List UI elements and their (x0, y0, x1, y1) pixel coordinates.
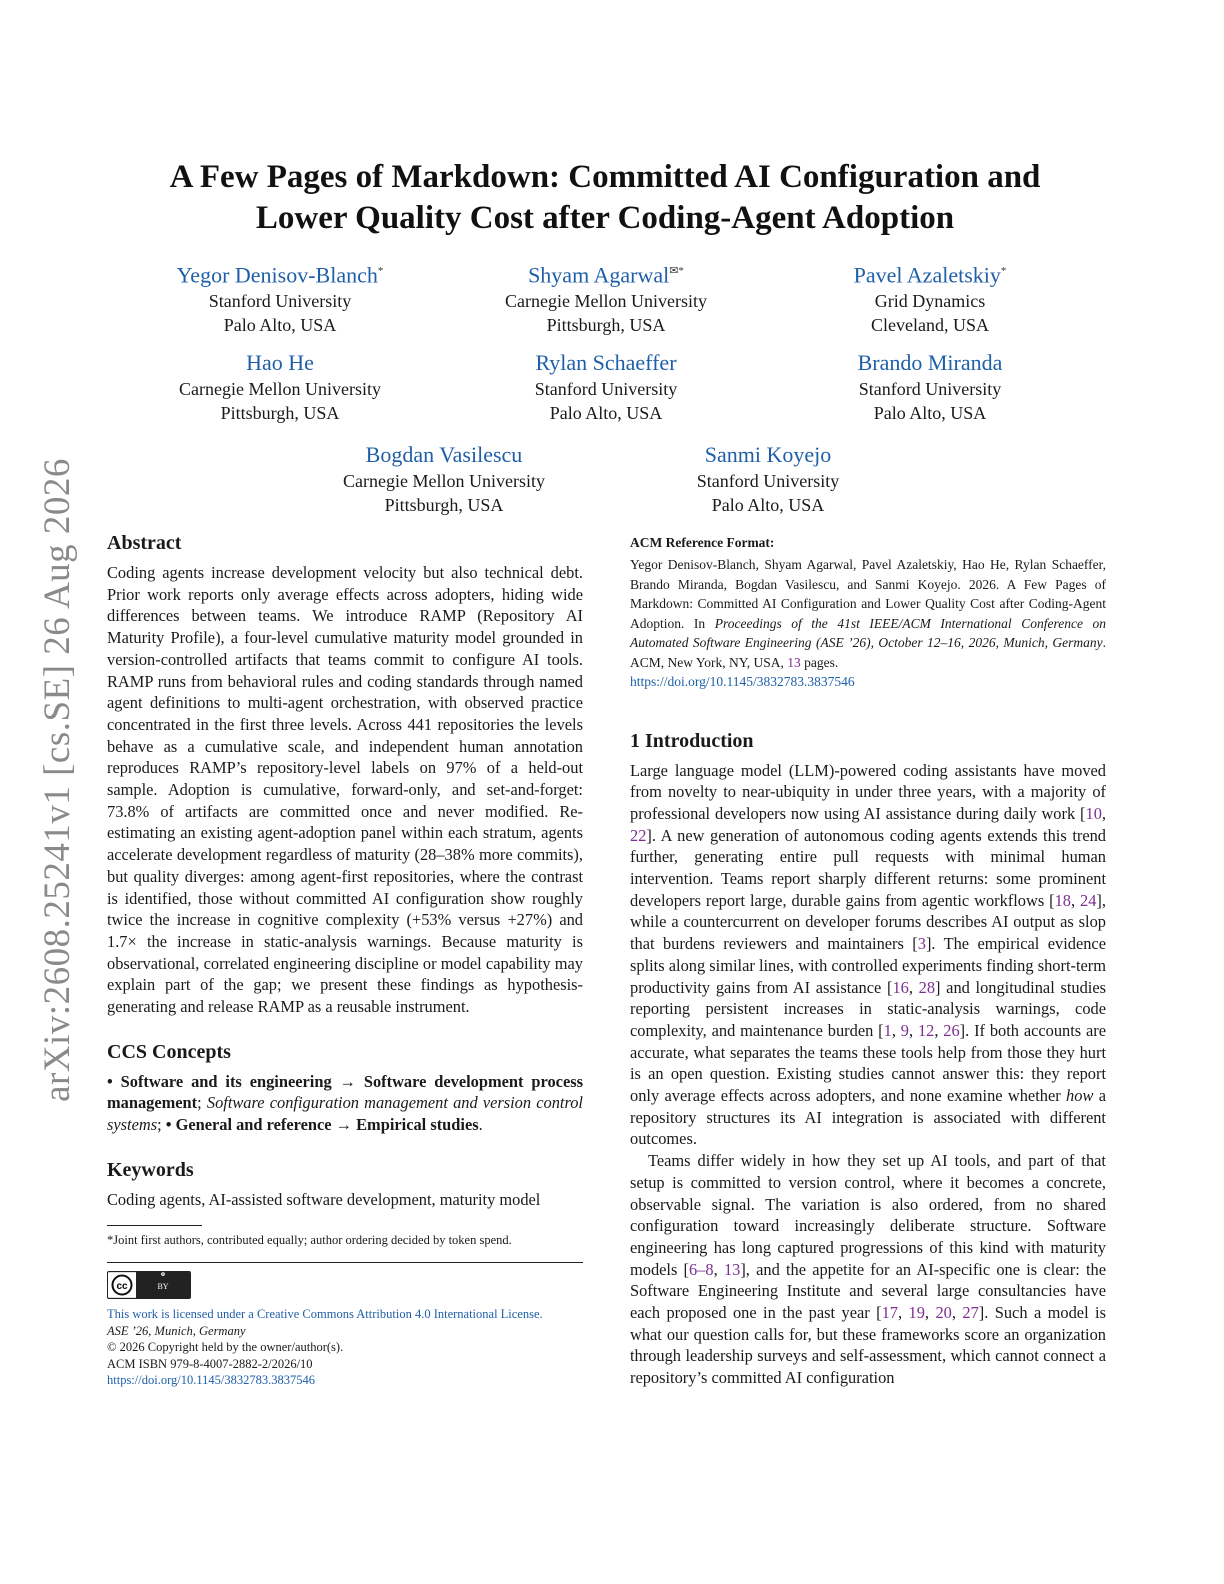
text-run: ]. The empirical evidence splits along similar lines, with controlled experiments finding short-term productivity gains from AI assistance [ (630, 934, 1106, 997)
author-name[interactable]: Rylan Schaeffer (535, 350, 677, 375)
author-block (618, 441, 918, 517)
footnote: *Joint first authors, contributed equally; author ordering decided by token spend. (107, 1232, 512, 1247)
text-run: Teams differ widely in how they set up AI tools, and part of that setup is committed to version control, where it becomes a concrete, observable signal. The variation is also ordered, from no shared configuration toward increasingly deliberate structure. Software engineering has long captured progressions of this kind with maturity models [ (630, 1151, 1106, 1279)
author-location: Palo Alto, USA (223, 315, 337, 336)
license-block (107, 1306, 583, 1389)
author-affiliation: Carnegie Mellon University (505, 291, 707, 312)
left-column (107, 530, 583, 1389)
right-column (630, 534, 1106, 1389)
citation-link[interactable]: 16 (892, 977, 909, 997)
citation-link[interactable]: 12 (917, 1020, 935, 1040)
citation-link[interactable]: 22 (630, 825, 647, 845)
introduction-paragraph-2 (630, 1150, 1106, 1389)
author-name[interactable]: Sanmi Koyejo (704, 442, 832, 467)
author-location: Pittsburgh, USA (384, 495, 504, 515)
text-run: , (898, 1303, 909, 1323)
acm-ref-publisher: . ACM, New York, NY, USA, (630, 635, 1106, 670)
author-affiliation: Grid Dynamics (874, 291, 986, 312)
citation-link[interactable]: 17 (881, 1303, 898, 1323)
author-block (780, 349, 1080, 425)
acm-ref-proceedings: Proceedings of the 41st IEEE/ACM International Conference on Automated Software Engineering (ASE ’26), October 12–16, 2026, Munich, Germany (630, 615, 1106, 650)
abstract-text: Coding agents increase development velocity but also technical debt. Prior work reports only average effects across adopters, hiding wide differences between teams. We introduce RAMP (Repository AI Maturity Profile), a four-level cumulative maturity model grounded in version-controlled artifacts that teams commit to configure AI tools. RAMP runs from behavioral rules and coding standards through named agent definitions to multi-agent orchestration, with observed practice concentrated in the first three levels. Across 441 repositories the levels behave as a cumulative scale, and independent human annotation reproduces RAMP’s repository-level labels on 97% of a held-out sample. Adoption is cumulative, forward-only, and set-and-forget: 73.8% of artifacts are committed once and never modified. Re-estimating an existing agent-adoption panel within each stratum, agents accelerate development regardless of maturity (28–38% more commits), but quality diverges: among agent-first repositories, where the contrast is identified, those without committed AI configuration show roughly twice the increase in cognitive complexity (+53% versus +27%) and 1.7× the increase in static-analysis warnings. Because maturity is observational, correlated engineering discipline or model capability may explain part of the gap; we present these findings as hypothesis-generating and release RAMP as a reusable instrument. (107, 563, 583, 1017)
acm-reference-heading: ACM Reference Format: (630, 535, 775, 550)
doi-link[interactable]: https://doi.org/10.1145/3832783.3837546 (107, 1373, 315, 1388)
text-run: , (924, 1303, 936, 1323)
citation-link[interactable]: 13 (723, 1259, 741, 1279)
author-name[interactable]: Pavel Azaletskiy (853, 262, 1001, 288)
ccs-item-2: • General and reference → Empirical studies (165, 1115, 479, 1135)
ccs-concepts (107, 1071, 583, 1136)
author-mark: * (377, 265, 384, 277)
author-location: Palo Alto, USA (549, 403, 663, 423)
author-mark: * (1000, 265, 1007, 277)
author-location: Pittsburgh, USA (546, 315, 666, 336)
acm-ref-doi-link[interactable]: https://doi.org/10.1145/3832783.3837546 (630, 674, 855, 689)
abstract-heading: Abstract (107, 532, 182, 554)
author-block (130, 257, 430, 337)
citation-link[interactable]: 27 (962, 1303, 979, 1323)
text-run: ]. Such a model is what our question calls for, but these frameworks score an organization through leadership surveys and self-assessment, which cannot connect a repository’s committed AI configuration (630, 1303, 1106, 1388)
attribution-icon (136, 1272, 190, 1298)
citation-link[interactable]: 20 (935, 1303, 952, 1323)
arxiv-identifier: arXiv:2608.25241v1 [cs.SE] 26 Aug 2026 (37, 458, 78, 1102)
introduction-paragraph-1 (630, 760, 1106, 1151)
license-link[interactable]: This work is licensed under a Creative Commons Attribution 4.0 International License. (107, 1307, 543, 1322)
ccs-heading: CCS Concepts (107, 1040, 231, 1063)
author-location: Cleveland, USA (871, 315, 989, 336)
title-line-1: A Few Pages of Markdown: Committed AI Configuration and (169, 159, 1041, 195)
cc-by-badge[interactable] (107, 1271, 583, 1302)
text-run: a repository structures its AI integration is associated with different outcomes. (630, 1086, 1107, 1149)
by-label: BY (157, 1281, 169, 1291)
text-run: ] and longitudinal studies reporting persistent increases in static-analysis warnings, code complexity, and maintenance burden [ (630, 977, 1106, 1040)
author-affiliation: Stanford University (858, 379, 1002, 399)
citation-link[interactable]: 9 (900, 1020, 909, 1040)
ccs-item-1: • Software and its engineering → Software development process management (107, 1071, 583, 1113)
citation-link[interactable]: 26 (943, 1020, 960, 1040)
author-block (780, 257, 1080, 337)
author-block (456, 349, 756, 425)
author-name[interactable]: Brando Miranda (857, 350, 1003, 375)
author-location: Palo Alto, USA (873, 403, 987, 423)
author-name[interactable]: Hao He (246, 350, 314, 375)
acm-ref-authors: Yegor Denisov-Blanch, Shyam Agarwal, Pavel Azaletskiy, Hao He, Rylan Schaeffer, Brando Miranda, Bogdan Vasilescu, and Sanmi Koyejo. 2026. A Few Pages of Markdown: Committed AI Configuration and Lower Quality Cost after Coding-Agent Adoption. In (630, 557, 1106, 631)
copyright: © 2026 Copyright held by the owner/author(s). (107, 1340, 344, 1355)
text-run: ], and the appetite for an AI-specific one is clear: the Software Engineering Institute and several large consultancies have each proposed one in the past year [ (630, 1259, 1106, 1323)
author-name[interactable]: Bogdan Vasilescu (365, 442, 523, 467)
paper-title (90, 157, 1120, 239)
citation-link[interactable]: 3 (917, 934, 926, 954)
text-run: , (891, 1020, 901, 1040)
citation-link[interactable]: 24 (1080, 890, 1097, 910)
text-run: , (951, 1303, 963, 1323)
introduction-heading: 1 Introduction (630, 729, 754, 752)
text-run: ], while a countercurrent on developer forums describes AI output as slop that burdens reviewers and maintainers [ (630, 890, 1106, 954)
ccs-sep: ; (197, 1093, 207, 1113)
text-run: , (1071, 890, 1081, 910)
text-run: , (908, 1020, 918, 1040)
author-name[interactable]: Shyam Agarwal (528, 262, 670, 288)
acm-reference-text (630, 555, 1106, 692)
author-mark: ✉* (669, 265, 684, 277)
citation-link[interactable]: 28 (918, 977, 936, 997)
author-affiliation: Carnegie Mellon University (343, 471, 545, 491)
citation-link[interactable]: 10 (1085, 803, 1102, 823)
acm-ref-pages-word: pages. (800, 654, 839, 670)
venue: ASE ’26, Munich, Germany (107, 1323, 246, 1338)
citation-link[interactable]: 19 (908, 1303, 925, 1323)
author-block (456, 257, 756, 337)
text-run: Large language model (LLM)-powered coding assistants have moved from novelty to near-ubiquity in under three years, with a majority of professional developers now using AI assistance during daily work [ (630, 760, 1106, 823)
author-location: Palo Alto, USA (711, 495, 825, 515)
isbn: ACM ISBN 979-8-4007-2882-2/2026/10 (107, 1356, 313, 1371)
text-run: , (713, 1259, 724, 1279)
author-affiliation: Stanford University (534, 379, 678, 399)
citation-link[interactable]: 1 (883, 1020, 892, 1040)
author-block (294, 441, 594, 517)
ccs-item-1-sub: Software configuration management and version control systems (107, 1093, 583, 1135)
text-run: ]. If both accounts are accurate, what separates the teams these tools help from those they hurt is an open question. Existing studies cannot answer this: they report only average effects across adopters, and none examine whether (630, 1020, 1107, 1106)
title-line-2: Lower Quality Cost after Coding-Agent Adoption (255, 200, 955, 236)
keywords-text: Coding agents, AI-assisted software development, maturity model (107, 1189, 541, 1209)
ccs-sep: ; (157, 1115, 166, 1135)
footnote-rule (107, 1225, 202, 1226)
keywords-heading: Keywords (107, 1158, 194, 1181)
cc-glyph: cc (116, 1280, 128, 1292)
author-affiliation: Stanford University (696, 471, 840, 491)
text-run: , (1101, 803, 1106, 823)
ccs-end: . (478, 1115, 483, 1135)
author-affiliation: Stanford University (208, 291, 352, 312)
citation-link[interactable]: 6–8 (689, 1259, 714, 1279)
text-run: , (908, 977, 919, 997)
creative-commons-icon (108, 1273, 136, 1297)
text-run: , (934, 1020, 944, 1040)
author-block (130, 349, 430, 425)
author-location: Pittsburgh, USA (220, 403, 340, 423)
author-name[interactable]: Yegor Denisov-Blanch (176, 262, 378, 288)
emphasis: how (1066, 1086, 1094, 1106)
text-run: ]. A new generation of autonomous coding agents extends this trend further, generating entire pull requests with minimal human intervention. Teams report sharply different returns: some prominent developers report large, durable gains from agentic workflows [ (630, 825, 1106, 910)
acm-ref-pages-link[interactable]: 13 (787, 654, 801, 670)
license-rule (107, 1262, 583, 1263)
citation-link[interactable]: 18 (1054, 890, 1071, 910)
author-affiliation: Carnegie Mellon University (179, 379, 381, 399)
